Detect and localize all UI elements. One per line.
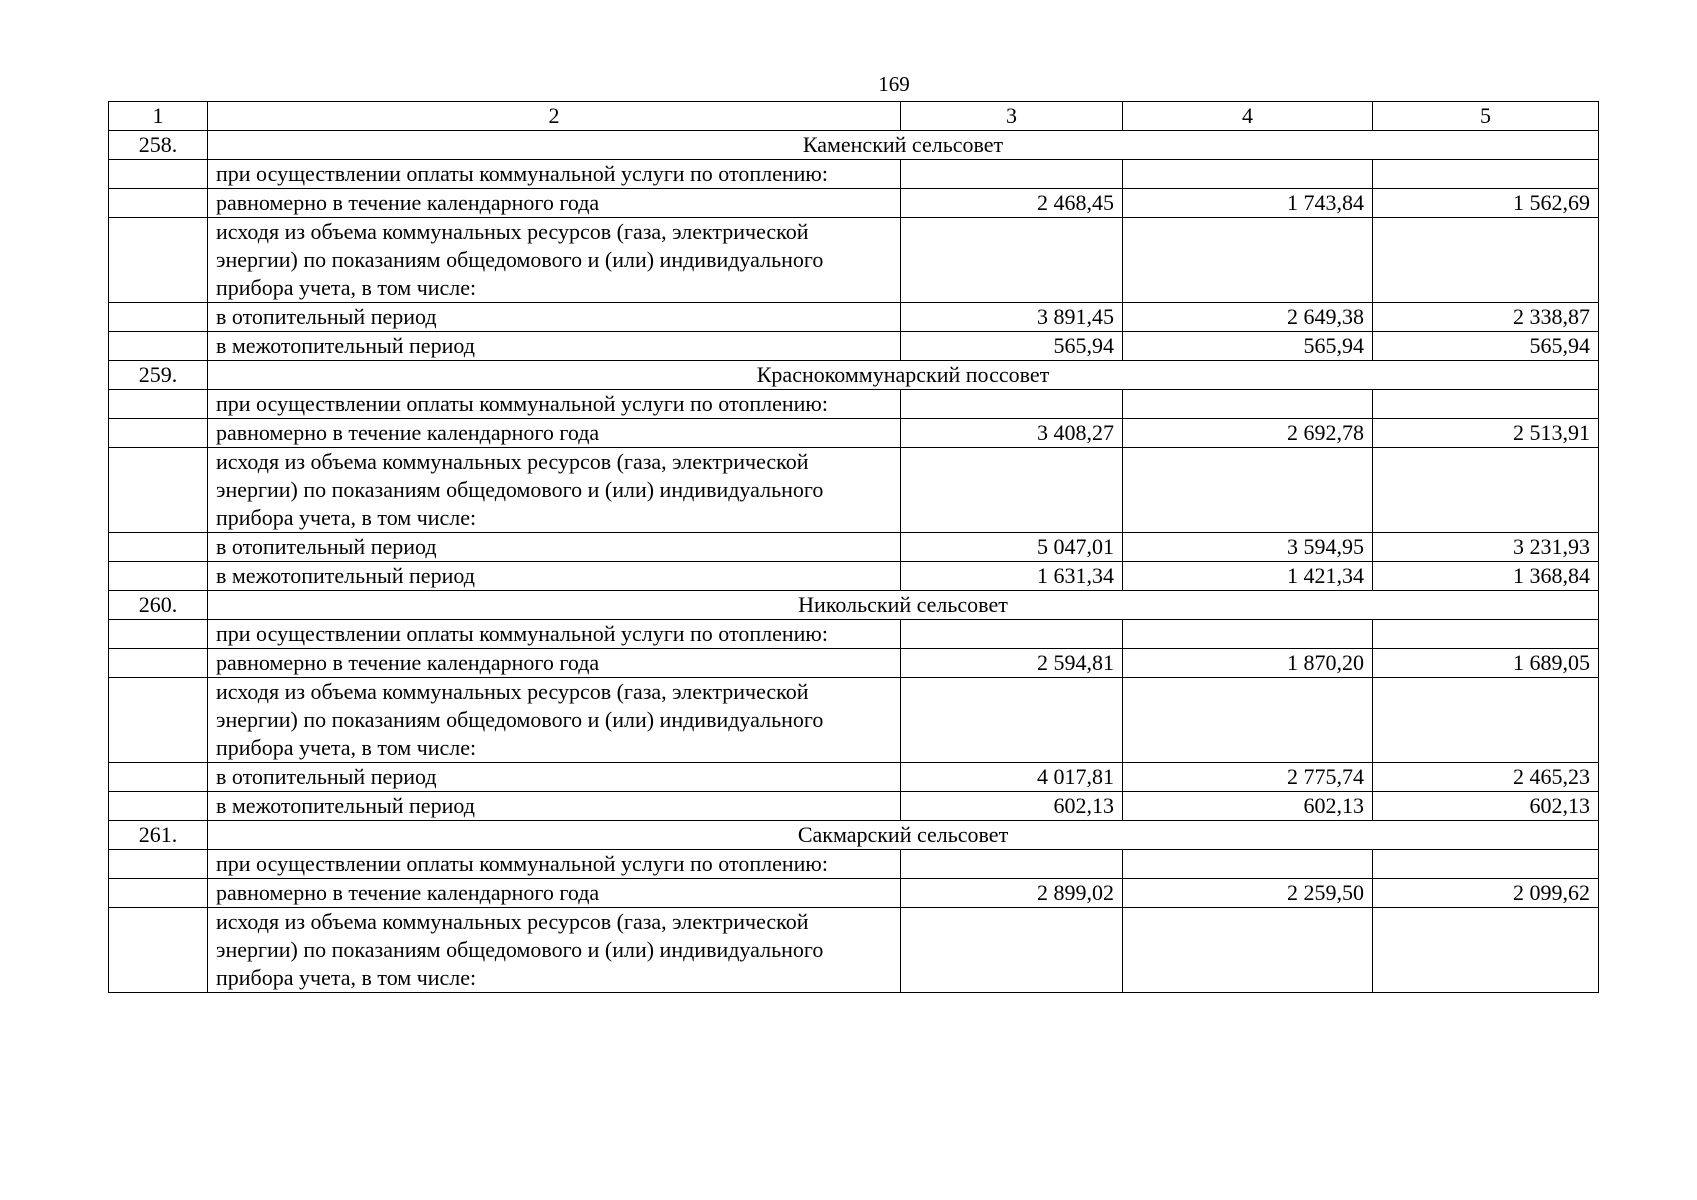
row-label: в межотопительный период [208,792,901,821]
header-cell: 2 [208,102,901,131]
header-cell: 4 [1123,102,1373,131]
value-cell-v5 [1373,390,1599,419]
value-cell-v3 [901,448,1123,533]
value-cell-v3: 2 594,81 [901,649,1123,678]
value-cell-v4: 1 743,84 [1123,189,1373,218]
value-cell-v3: 5 047,01 [901,533,1123,562]
value-cell-v4: 2 259,50 [1123,879,1373,908]
table-row [109,218,1599,303]
value-cell-v3 [901,620,1123,649]
table-row [109,189,1599,218]
value-cell-v5: 2 465,23 [1373,763,1599,792]
value-cell-v4 [1123,218,1373,303]
table-row [109,678,1599,763]
row-label: в межотопительный период [208,332,901,361]
row-number-cell [109,160,208,189]
value-cell-v4 [1123,448,1373,533]
table-row [109,850,1599,879]
table-row [109,792,1599,821]
section-title: Сакмарский сельсовет [208,821,1599,850]
row-label: равномерно в течение календарного года [208,189,901,218]
row-label: равномерно в течение календарного года [208,649,901,678]
value-cell-v4 [1123,908,1373,993]
value-cell-v5 [1373,908,1599,993]
table-row [109,448,1599,533]
value-cell-v3 [901,160,1123,189]
value-cell-v5: 2 513,91 [1373,419,1599,448]
value-cell-v4: 2 775,74 [1123,763,1373,792]
section-title: Никольский сельсовет [208,591,1599,620]
section-row [109,361,1599,390]
section-row [109,591,1599,620]
value-cell-v3 [901,908,1123,993]
value-cell-v5: 2 099,62 [1373,879,1599,908]
value-cell-v5: 1 368,84 [1373,562,1599,591]
value-cell-v4: 3 594,95 [1123,533,1373,562]
row-label: исходя из объема коммунальных ресурсов (газа, электрической энергии) по показаниям общедомового и (или) индивидуального прибора учета, в том числе: [208,448,901,533]
section-row [109,131,1599,160]
row-label: в межотопительный период [208,562,901,591]
value-cell-v4 [1123,160,1373,189]
table-row [109,303,1599,332]
value-cell-v3: 4 017,81 [901,763,1123,792]
row-label: при осуществлении оплаты коммунальной услуги по отоплению: [208,390,901,419]
section-number: 259. [109,361,208,390]
section-title: Краснокоммунарский поссовет [208,361,1599,390]
value-cell-v4: 2 692,78 [1123,419,1373,448]
row-number-cell [109,763,208,792]
header-cell: 3 [901,102,1123,131]
row-number-cell [109,908,208,993]
value-cell-v5: 3 231,93 [1373,533,1599,562]
row-number-cell [109,390,208,419]
table-row [109,908,1599,993]
value-cell-v5 [1373,160,1599,189]
row-label: в отопительный период [208,763,901,792]
value-cell-v3 [901,218,1123,303]
row-number-cell [109,448,208,533]
section-row [109,821,1599,850]
row-number-cell [109,562,208,591]
value-cell-v5: 602,13 [1373,792,1599,821]
row-number-cell [109,620,208,649]
table-row [109,533,1599,562]
value-cell-v5: 2 338,87 [1373,303,1599,332]
row-number-cell [109,332,208,361]
row-number-cell [109,850,208,879]
value-cell-v3: 602,13 [901,792,1123,821]
row-label: при осуществлении оплаты коммунальной услуги по отоплению: [208,620,901,649]
value-cell-v3 [901,390,1123,419]
page-number: 169 [878,72,910,96]
value-cell-v4 [1123,620,1373,649]
table-row [109,419,1599,448]
value-cell-v5 [1373,448,1599,533]
table-row [109,390,1599,419]
row-number-cell [109,792,208,821]
row-label: при осуществлении оплаты коммунальной услуги по отоплению: [208,850,901,879]
value-cell-v5: 565,94 [1373,332,1599,361]
section-number: 261. [109,821,208,850]
section-number: 260. [109,591,208,620]
value-cell-v5 [1373,218,1599,303]
value-cell-v4: 1 421,34 [1123,562,1373,591]
row-label: равномерно в течение календарного года [208,879,901,908]
row-number-cell [109,303,208,332]
row-number-cell [109,533,208,562]
value-cell-v4: 1 870,20 [1123,649,1373,678]
value-cell-v5: 1 689,05 [1373,649,1599,678]
row-label: равномерно в течение календарного года [208,419,901,448]
row-number-cell [109,678,208,763]
row-label: исходя из объема коммунальных ресурсов (газа, электрической энергии) по показаниям общедомового и (или) индивидуального прибора учета, в том числе: [208,218,901,303]
value-cell-v5: 1 562,69 [1373,189,1599,218]
value-cell-v3: 2 899,02 [901,879,1123,908]
table-row [109,160,1599,189]
row-number-cell [109,879,208,908]
value-cell-v3 [901,678,1123,763]
row-label: исходя из объема коммунальных ресурсов (газа, электрической энергии) по показаниям общедомового и (или) индивидуального прибора учета, в том числе: [208,678,901,763]
row-number-cell [109,189,208,218]
value-cell-v5 [1373,620,1599,649]
value-cell-v3: 3 408,27 [901,419,1123,448]
value-cell-v4: 602,13 [1123,792,1373,821]
table-body [109,102,1599,993]
value-cell-v3: 1 631,34 [901,562,1123,591]
row-label: в отопительный период [208,303,901,332]
header-cell: 1 [109,102,208,131]
row-label: при осуществлении оплаты коммунальной услуги по отоплению: [208,160,901,189]
value-cell-v3: 565,94 [901,332,1123,361]
row-number-cell [109,649,208,678]
table-row [109,620,1599,649]
row-label: исходя из объема коммунальных ресурсов (газа, электрической энергии) по показаниям общедомового и (или) индивидуального прибора учета, в том числе: [208,908,901,993]
header-cell: 5 [1373,102,1599,131]
section-number: 258. [109,131,208,160]
value-cell-v4 [1123,390,1373,419]
tariff-table [108,101,1599,993]
table-row [109,562,1599,591]
table-row [109,332,1599,361]
table-row [109,763,1599,792]
header-row [109,102,1599,131]
row-number-cell [109,419,208,448]
value-cell-v4 [1123,678,1373,763]
value-cell-v3: 2 468,45 [901,189,1123,218]
row-number-cell [109,218,208,303]
value-cell-v5 [1373,678,1599,763]
table-row [109,879,1599,908]
section-title: Каменский сельсовет [208,131,1599,160]
row-label: в отопительный период [208,533,901,562]
table-row [109,649,1599,678]
value-cell-v3 [901,850,1123,879]
value-cell-v5 [1373,850,1599,879]
value-cell-v3: 3 891,45 [901,303,1123,332]
value-cell-v4: 565,94 [1123,332,1373,361]
value-cell-v4 [1123,850,1373,879]
value-cell-v4: 2 649,38 [1123,303,1373,332]
